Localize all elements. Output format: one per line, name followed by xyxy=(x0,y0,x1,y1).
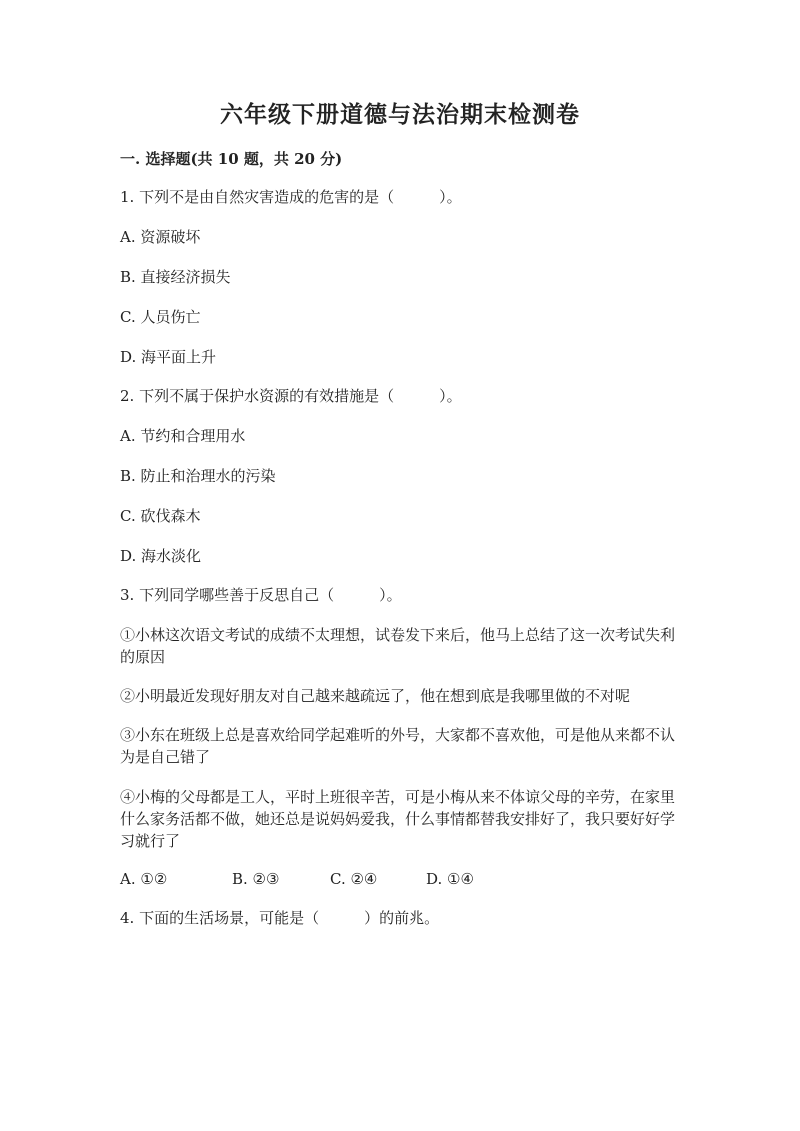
question-3-item-3: ③小东在班级上总是喜欢给同学起难听的外号，大家都不喜欢他，可是他从来都不认为是自己错了 xyxy=(120,726,676,766)
question-4-stem: 4. 下面的生活场景，可能是（ ）的前兆。 xyxy=(120,909,440,927)
question-2-option-b: B. 防止和治理水的污染 xyxy=(120,467,276,485)
question-2-option-a: A. 节约和合理用水 xyxy=(120,427,246,445)
question-3-option-b: B. ②③ xyxy=(232,870,280,888)
document-title: 六年级下册道德与法治期末检测卷 xyxy=(220,101,580,128)
question-2-stem: 2. 下列不属于保护水资源的有效措施是（ ）。 xyxy=(120,387,462,405)
question-3-options xyxy=(120,868,680,890)
question-3-item-4: ④小梅的父母都是工人，平时上班很辛苦，可是小梅从来不体谅父母的辛劳，在家里什么家务活都不做，她还总是说妈妈爱我，什么事情都替我安排好了，我只要好好学习就行了 xyxy=(120,788,676,850)
question-3-item-2: ②小明最近发现好朋友对自己越来越疏远了，他在想到底是我哪里做的不对呢 xyxy=(120,687,631,705)
question-3-stem: 3. 下列同学哪些善于反思自己（ ）。 xyxy=(120,586,402,604)
question-1-stem: 1. 下列不是由自然灾害造成的危害的是（ ）。 xyxy=(120,188,462,206)
question-3-option-d: D. ①④ xyxy=(426,870,474,888)
question-1-option-d: D. 海平面上升 xyxy=(120,348,217,366)
section-heading: 一. 选择题(共 10 题，共 20 分) xyxy=(120,150,343,168)
question-2-option-d: D. 海水淡化 xyxy=(120,547,202,565)
question-3-item-1: ①小林这次语文考试的成绩不太理想，试卷发下来后，他马上总结了这一次考试失利的原因 xyxy=(120,626,676,666)
question-3-option-c: C. ②④ xyxy=(330,870,378,888)
question-1-option-b: B. 直接经济损失 xyxy=(120,268,231,286)
question-3-option-a: A. ①② xyxy=(120,870,168,888)
question-1-option-c: C. 人员伤亡 xyxy=(120,308,201,326)
question-1-option-a: A. 资源破坏 xyxy=(120,228,201,246)
question-2-option-c: C. 砍伐森木 xyxy=(120,507,201,525)
